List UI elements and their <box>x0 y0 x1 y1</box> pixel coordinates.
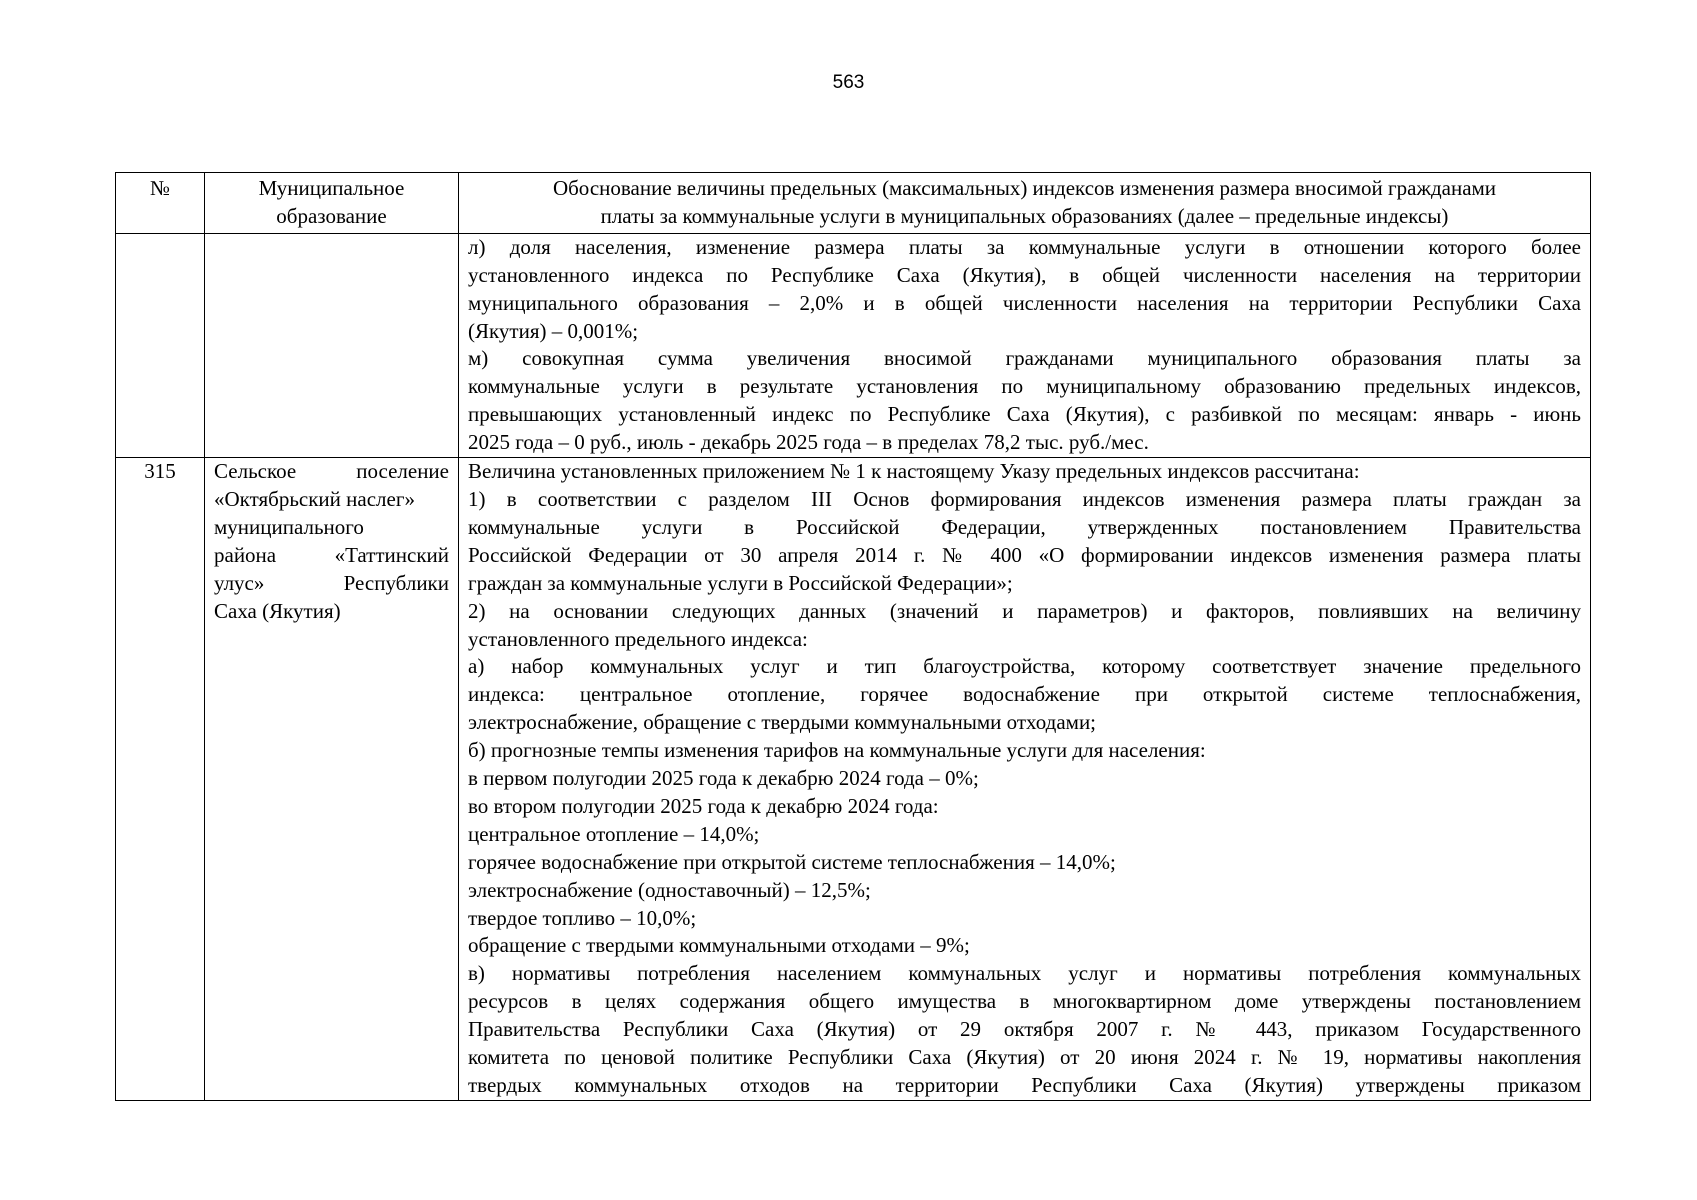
text-line: превышающих установленный индекс по Республике Саха (Якутия), с разбивкой по месяцам: январь - июнь <box>468 402 1581 427</box>
text-line: 2025 года – 0 руб., июль - декабрь 2025 года – в пределах 78,2 тыс. руб./мес. <box>468 430 1149 455</box>
text-line: в) нормативы потребления населением коммунальных услуг и нормативы потребления коммунальных <box>468 961 1581 986</box>
header-number: № <box>116 173 205 234</box>
text-line: установленного индекса по Республике Саха (Якутия), в общей численности населения на территории <box>468 262 1581 287</box>
text-line: а) набор коммунальных услуг и тип благоустройства, которому соответствует значение предельного <box>468 654 1581 679</box>
table-header-row <box>116 173 1591 234</box>
row-number <box>116 233 205 457</box>
text-line: 2) на основании следующих данных (значений и параметров) и факторов, повлиявших на величину <box>468 598 1581 623</box>
text-line: л) доля населения, изменение размера платы за коммунальные услуги в отношении которого более <box>468 234 1581 259</box>
text-line: твердое топливо – 10,0%; <box>468 905 697 930</box>
table-row <box>116 458 1591 1101</box>
text-line: 1) в соответствии с разделом III Основ формирования индексов изменения размера платы граждан за <box>468 486 1581 511</box>
row-municipality <box>205 233 459 457</box>
index-justification-table <box>115 172 1591 1101</box>
row-justification <box>459 233 1591 457</box>
row-justification <box>459 458 1591 1101</box>
municipality-line: «Октябрьский наслег» <box>214 486 415 511</box>
text-line: центральное отопление – 14,0%; <box>468 821 760 846</box>
table-row <box>116 233 1591 457</box>
text-line: Российской Федерации от 30 апреля 2014 г. № 400 «О формировании индексов изменения размера платы <box>468 542 1581 567</box>
text-line: электроснабжение (одноставочный) – 12,5%; <box>468 877 871 902</box>
row-number: 315 <box>116 458 205 1101</box>
municipality-line: улус» Республики <box>214 570 449 595</box>
municipality-line: Сельское поселение <box>214 459 449 484</box>
text-line: б) прогнозные темпы изменения тарифов на коммунальные услуги для населения: <box>468 738 1206 763</box>
header-justification-line: платы за коммунальные услуги в муниципальных образованиях (далее – предельные индексы) <box>600 203 1449 228</box>
text-line: в первом полугодии 2025 года к декабрю 2024 года – 0%; <box>468 766 979 791</box>
page-number: 563 <box>832 72 865 93</box>
text-line: граждан за коммунальные услуги в Российской Федерации»; <box>468 570 1013 595</box>
municipality-line: муниципального <box>214 514 364 539</box>
text-line: обращение с твердыми коммунальными отходами – 9%; <box>468 933 970 958</box>
text-line: во втором полугодии 2025 года к декабрю 2024 года: <box>468 793 939 818</box>
header-municipality-line: образование <box>276 203 387 228</box>
text-line: комитета по ценовой политике Республики Саха (Якутия) от 20 июня 2024 г. № 19, нормативы накопления <box>468 1045 1581 1070</box>
header-municipality <box>205 173 459 234</box>
text-line: Правительства Республики Саха (Якутия) от 29 октября 2007 г. № 443, приказом Государственного <box>468 1017 1581 1042</box>
municipality-line: Саха (Якутия) <box>214 598 341 623</box>
header-justification <box>459 173 1591 234</box>
text-line: Величина установленных приложением № 1 к настоящему Указу предельных индексов рассчитана: <box>468 459 1360 484</box>
header-municipality-line: Муниципальное <box>258 176 405 200</box>
text-line: ресурсов в целях содержания общего имущества в многоквартирном доме утверждены постановлением <box>468 989 1581 1014</box>
text-line: горячее водоснабжение при открытой системе теплоснабжения – 14,0%; <box>468 849 1116 874</box>
row-municipality <box>205 458 459 1101</box>
text-line: (Якутия) – 0,001%; <box>468 318 639 343</box>
text-line: коммунальные услуги в Российской Федерации, утвержденных постановлением Правительства <box>468 514 1581 539</box>
text-line: электроснабжение, обращение с твердыми коммунальными отходами; <box>468 710 1097 735</box>
text-line: коммунальные услуги в результате установления по муниципальному образованию предельных индексов, <box>468 374 1581 399</box>
text-line: установленного предельного индекса: <box>468 626 808 651</box>
text-line: м) совокупная сумма увеличения вносимой гражданами муниципального образования платы за <box>468 346 1581 371</box>
text-line: муниципального образования – 2,0% и в общей численности населения на территории Республики Саха <box>468 290 1581 315</box>
text-line: индекса: центральное отопление, горячее водоснабжение при открытой системе теплоснабжения, <box>468 682 1581 707</box>
header-justification-line: Обоснование величины предельных (максимальных) индексов изменения размера вносимой гражданами <box>552 176 1497 200</box>
text-line: твердых коммунальных отходов на территории Республики Саха (Якутия) утверждены приказом <box>468 1073 1581 1097</box>
municipality-line: района «Таттинский <box>214 542 449 567</box>
